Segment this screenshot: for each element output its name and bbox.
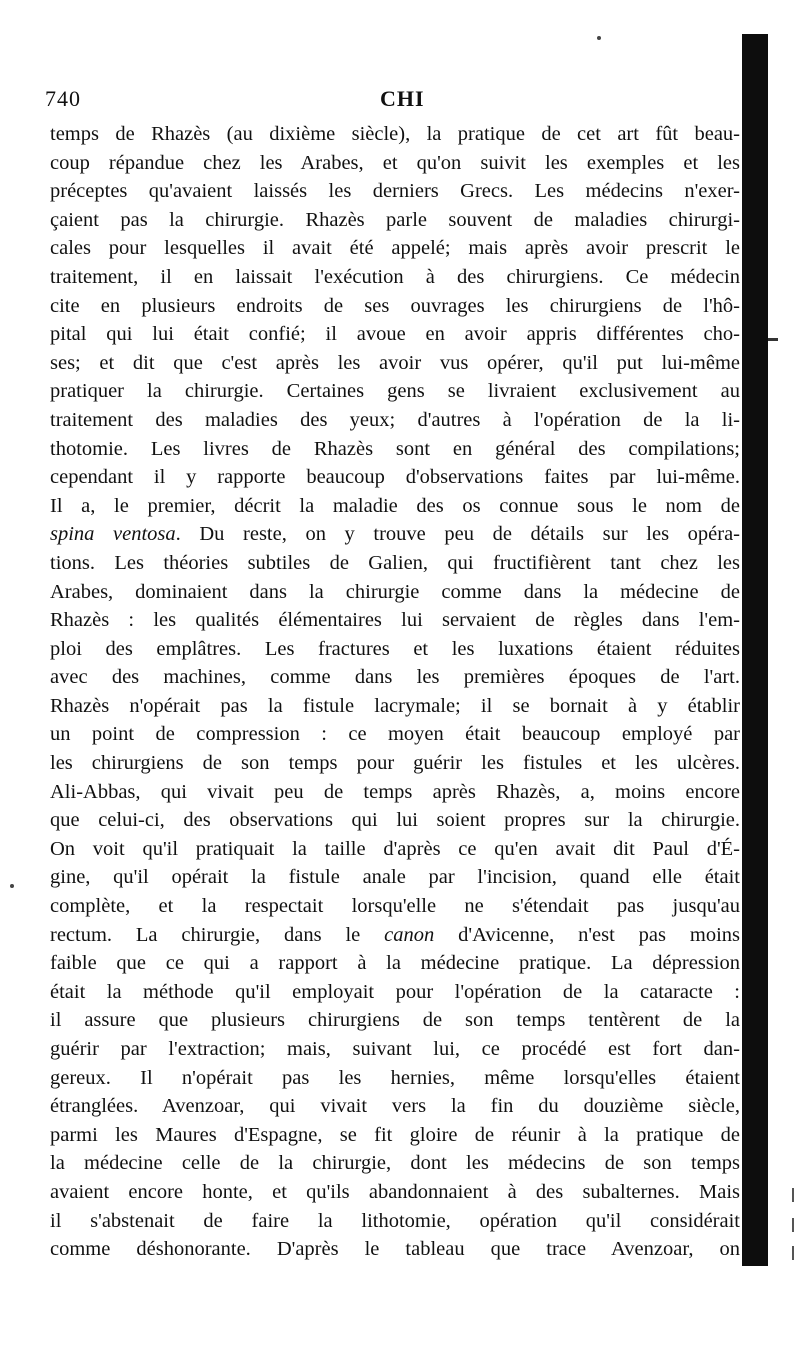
- text-line: avec des machines, comme dans les premières époques de l'art.: [50, 666, 740, 689]
- text-line: ses; et dit que c'est après les avoir vus opérer, qu'il put lui-même: [50, 351, 740, 374]
- text-line: avaient encore honte, et qu'ils abandonnaient à des subalternes. Mais: [50, 1180, 740, 1203]
- text-line: guérir par l'extraction; mais, suivant lui, ce procédé est fort dan-: [50, 1038, 740, 1060]
- text-line: coup répandue chez les Arabes, et qu'on suivit les exemples et les: [50, 151, 740, 174]
- margin-speck: [792, 1246, 794, 1260]
- text-line: traitement des maladies des yeux; d'autres à l'opération de la li-: [50, 408, 740, 431]
- text-line: tions. Les théories subtiles de Galien, qui fructifièrent tant chez les: [50, 551, 740, 574]
- text-line: çaient pas la chirurgie. Rhazès parle souvent de maladies chirurgi-: [50, 208, 740, 231]
- text-line: cales pour lesquelles il avait été appelé; mais après avoir prescrit le: [50, 237, 740, 260]
- text-line: un point de compression : ce moyen était beaucoup employé par: [50, 723, 740, 746]
- text-line: que celui-ci, des observations qui lui soient propres sur la chirurgie.: [50, 809, 740, 832]
- text-line: la médecine celle de la chirurgie, dont les médecins de son temps: [50, 1152, 740, 1175]
- margin-mark: [768, 338, 778, 341]
- text-line: il s'abstenait de faire la lithotomie, opération qu'il considérait: [50, 1209, 740, 1232]
- margin-speck: [597, 36, 601, 40]
- text-line: complète, et la respectait lorsqu'elle ne s'étendait pas jusqu'au: [50, 895, 740, 918]
- body-text: [50, 120, 740, 1264]
- page-number: 740: [45, 86, 81, 111]
- binding-shadow: [742, 34, 768, 1266]
- text-line: pratiquer la chirurgie. Certaines gens se livraient exclusivement au: [50, 380, 740, 403]
- margin-speck: [792, 1188, 794, 1202]
- text-line: Arabes, dominaient dans la chirurgie comme dans la médecine de: [50, 580, 740, 603]
- text-line: les chirurgiens de son temps pour guérir les fistules et les ulcères.: [50, 752, 740, 775]
- text-line: spina ventosa. Du reste, on y trouve peu de détails sur les opéra-: [50, 523, 740, 546]
- page-header: [45, 86, 735, 118]
- text-line: parmi les Maures d'Espagne, se fit gloire de réunir à la pratique de: [50, 1123, 740, 1146]
- text-line: Ali-Abbas, qui vivait peu de temps après Rhazès, a, moins encore: [50, 780, 740, 803]
- text-line: faible que ce qui a rapport à la médecine pratique. La dépression: [50, 952, 740, 975]
- margin-speck: [792, 1218, 794, 1232]
- text-line: cependant il y rapporte beaucoup d'observations faites par lui-même.: [50, 466, 740, 489]
- text-line: gereux. Il n'opérait pas les hernies, même lorsqu'elles étaient: [50, 1066, 740, 1089]
- text-line: cite en plusieurs endroits de ses ouvrages les chirurgiens de l'hô-: [50, 294, 740, 317]
- text-line: ploi des emplâtres. Les fractures et les luxations étaient réduites: [50, 637, 740, 660]
- text-line: Rhazès n'opérait pas la fistule lacrymale; il se bornait à y établir: [50, 694, 740, 717]
- text-line: On voit qu'il pratiquait la taille d'après ce qu'en avait dit Paul d'É-: [50, 837, 740, 860]
- running-head: CHI: [380, 86, 425, 111]
- text-line: gine, qu'il opérait la fistule anale par l'incision, quand elle était: [50, 866, 740, 889]
- margin-speck: [10, 884, 14, 888]
- text-line: étranglées. Avenzoar, qui vivait vers la fin du douzième siècle,: [50, 1095, 740, 1118]
- text-line: Rhazès : les qualités élémentaires lui servaient de règles dans l'em-: [50, 609, 740, 632]
- text-line: pital qui lui était confié; il avoue en avoir appris différentes cho-: [50, 323, 740, 346]
- text-line: temps de Rhazès (au dixième siècle), la pratique de cet art fût beau-: [50, 123, 740, 145]
- text-line: comme déshonorante. D'après le tableau que trace Avenzoar, on: [50, 1238, 740, 1261]
- text-line: il assure que plusieurs chirurgiens de son temps tentèrent de la: [50, 1009, 740, 1032]
- text-line: traitement, il en laissait l'exécution à des chirurgiens. Ce médecin: [50, 265, 740, 288]
- text-line: Il a, le premier, décrit la maladie des os connue sous le nom de: [50, 494, 740, 517]
- text-line: était la méthode qu'il employait pour l'opération de la cataracte :: [50, 980, 740, 1003]
- text-line: rectum. La chirurgie, dans le canon d'Avicenne, n'est pas moins: [50, 923, 740, 946]
- text-line: thotomie. Les livres de Rhazès sont en général des compilations;: [50, 437, 740, 460]
- text-line: préceptes qu'avaient laissés les derniers Grecs. Les médecins n'exer-: [50, 180, 740, 203]
